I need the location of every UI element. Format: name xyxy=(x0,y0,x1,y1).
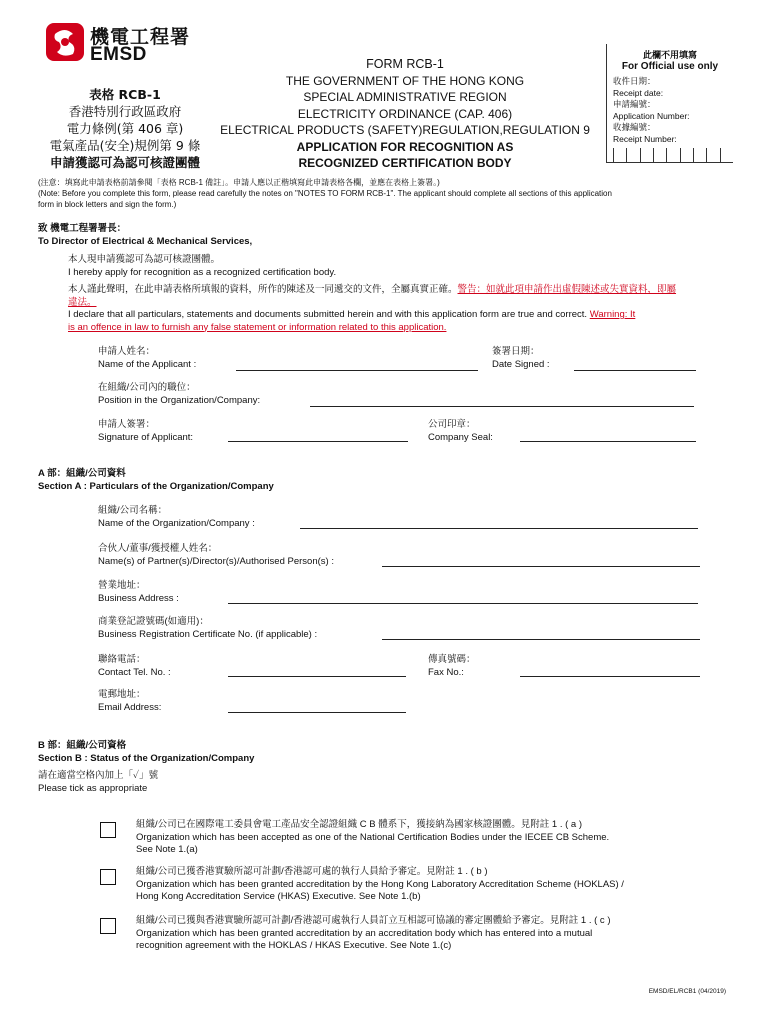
form-footer-code: EMSD/EL/RCB1 (04/2019) xyxy=(648,988,726,995)
date-signed-cn: 簽署日期： xyxy=(492,346,540,357)
receipt-no-cn: 收據編號： xyxy=(613,122,656,132)
option-a-en-1: Organization which has been accepted as one of the National Certification Bodies under the IECEE CB Scheme. xyxy=(136,831,610,843)
option-c-en-1: Organization which has been granted accreditation by an accreditation body which has entered into a mutual xyxy=(136,927,593,939)
tel-en: Contact Tel. No. : xyxy=(98,666,171,678)
to-director xyxy=(38,223,252,248)
option-c-checkbox[interactable] xyxy=(100,918,116,934)
partner-name-en: Name(s) of Partner(s)/Director(s)/Authorised Person(s) : xyxy=(98,555,334,567)
signature-en: Signature of Applicant: xyxy=(98,431,194,443)
signature-cn: 申請人簽署： xyxy=(98,419,156,430)
note-en-1: (Note: Before you complete this form, please read carefully the notes on "NOTES TO FORM RCB-1". The applicant should complete all sections of this application xyxy=(38,189,612,198)
option-c-en-2: recognition agreement with the HOKLAS / HKAS Executive. See Note 1.(c) xyxy=(136,940,452,951)
form-no-en: FORM RCB-1 xyxy=(366,57,444,71)
option-b-text xyxy=(136,866,736,904)
receipt-date-en: Receipt date: xyxy=(613,87,664,98)
org-name-cn: 組織/公司名稱： xyxy=(98,505,168,516)
business-address-label xyxy=(98,580,179,605)
section-b-heading xyxy=(38,740,254,765)
business-address-cn: 營業地址： xyxy=(98,580,146,591)
logo-text-cn: 機電工程署 xyxy=(90,26,191,48)
declaration xyxy=(68,284,738,334)
section-a-heading xyxy=(38,468,274,493)
brc-label xyxy=(98,616,317,641)
company-seal-label xyxy=(428,419,493,444)
tel-field[interactable] xyxy=(228,676,406,677)
emsd-logo-icon xyxy=(45,22,85,62)
email-en: Email Address: xyxy=(98,701,162,713)
signature-field[interactable] xyxy=(228,441,408,442)
apply-statement xyxy=(68,254,336,279)
header-cn xyxy=(40,86,210,171)
regulation-en: ELECTRICAL PRODUCTS (SAFETY)REGULATION,REGULATION 9 xyxy=(220,123,590,137)
option-a-en-2: See Note 1.(a) xyxy=(136,844,198,855)
warning-cn-1: 警告：如就此項申請作出虛假陳述或失實資料，即屬 xyxy=(457,284,677,295)
brc-en: Business Registration Certificate No. (if applicable) : xyxy=(98,628,318,640)
official-cn: 此欄不用填寫 xyxy=(642,51,697,61)
tick-instruction-en: Please tick as appropriate xyxy=(38,782,148,794)
company-seal-cn: 公司印章： xyxy=(428,419,476,430)
section-a-en: Section A : Particulars of the Organization/Company xyxy=(38,480,274,492)
app-no-en: Application Number: xyxy=(613,110,690,121)
date-signed-label xyxy=(492,346,550,371)
ordinance-en: ELECTRICITY ORDINANCE (CAP. 406) xyxy=(297,106,513,121)
tick-instruction xyxy=(38,770,158,795)
option-b-en-1: Organization which has been granted accreditation by the Hong Kong Laboratory Accreditation Scheme (HOKLAS) / xyxy=(136,878,624,890)
option-b-en-2: Hong Kong Accreditation Service (HKAS) Executive. See Note 1.(b) xyxy=(136,891,421,902)
partner-name-field[interactable] xyxy=(382,566,700,567)
header-en xyxy=(205,56,605,172)
position-en: Position in the Organization/Company: xyxy=(98,394,261,406)
org-name-field[interactable] xyxy=(300,528,698,529)
fax-en: Fax No.: xyxy=(428,666,464,678)
company-seal-field[interactable] xyxy=(520,441,696,442)
position-cn: 在組織/公司內的職位： xyxy=(98,382,196,393)
partner-name-label xyxy=(98,543,334,568)
note-en-2: form in block letters and sign the form.) xyxy=(38,200,177,209)
fax-field[interactable] xyxy=(520,676,700,677)
section-b-en: Section B : Status of the Organization/Company xyxy=(38,752,255,764)
gov-en-2: SPECIAL ADMINISTRATIVE REGION xyxy=(303,90,507,104)
warning-en-2: is an offence in law to furnish any false statement or information related to this application. xyxy=(68,321,447,333)
app-no-cn: 申請編號： xyxy=(613,99,656,109)
official-en: For Official use only xyxy=(621,61,719,72)
title-cn: 申請獲認可為認可核證團體 xyxy=(49,155,200,170)
email-cn: 電郵地址： xyxy=(98,689,146,700)
applicant-name-label xyxy=(98,346,196,371)
applicant-name-field[interactable] xyxy=(236,370,478,371)
section-b-cn: B 部：組織/公司資格 xyxy=(38,740,127,751)
option-a-checkbox[interactable] xyxy=(100,822,116,838)
option-a-text xyxy=(136,819,736,857)
applicant-name-en: Name of the Applicant : xyxy=(98,358,197,370)
date-signed-field[interactable] xyxy=(574,370,696,371)
fax-label xyxy=(428,654,476,679)
option-a-cn: 組織/公司已在國際電工委員會電工產品安全認證組織 C B 體系下，獲接納為國家核證團體。見附註 1 . ( a ) xyxy=(136,819,582,830)
warning-en-1: Warning: It xyxy=(589,309,636,320)
position-field[interactable] xyxy=(310,406,694,407)
note xyxy=(38,177,738,210)
partner-name-cn: 合伙人/董事/獲授權人姓名： xyxy=(98,543,218,554)
brc-cn: 商業登記證號碼(如適用)： xyxy=(98,616,209,627)
receipt-no-en: Receipt Number: xyxy=(613,133,677,144)
receipt-number-boxes xyxy=(613,148,733,162)
title-en-1: APPLICATION FOR RECOGNITION AS xyxy=(296,139,514,154)
option-b-checkbox[interactable] xyxy=(100,869,116,885)
fax-cn: 傳真號碼： xyxy=(428,654,476,665)
org-name-label xyxy=(98,505,255,530)
signature-label xyxy=(98,419,193,444)
to-director-en: To Director of Electrical & Mechanical Services, xyxy=(38,235,253,247)
company-seal-en: Company Seal: xyxy=(428,431,493,443)
form-no-cn: 表格 RCB-1 xyxy=(89,87,161,102)
note-cn: (注意：填寫此申請表格前請參閱「表格 RCB-1 備註」。申請人應以正楷填寫此申請表格各欄，並應在表格上簽署。) xyxy=(38,178,440,187)
apply-en: I hereby apply for recognition as a recognized certification body. xyxy=(68,266,337,278)
warning-cn-2: 違法。 xyxy=(68,296,97,308)
date-signed-en: Date Signed : xyxy=(492,358,550,370)
declare-en: I declare that all particulars, statements and documents submitted herein and with this application form are true and correct. xyxy=(68,309,588,320)
option-c-cn: 組織/公司已獲與香港實驗所認可計劃/香港認可處執行人員訂立互相認可協議的審定團體給予審定。見附註 1 . ( c ) xyxy=(136,915,611,926)
ordinance-cn: 電力條例(第 406 章) xyxy=(66,121,184,136)
apply-cn: 本人現申請獲認可為認可核證團體。 xyxy=(68,254,221,265)
regulation-cn: 電氣產品(安全)規例第 9 條 xyxy=(49,138,201,153)
gov-cn: 香港特別行政區政府 xyxy=(68,104,182,119)
position-label xyxy=(98,382,260,407)
tel-label xyxy=(98,654,171,679)
receipt-date-cn: 收件日期： xyxy=(613,76,656,86)
org-name-en: Name of the Organization/Company : xyxy=(98,517,255,529)
logo-text-en: EMSD xyxy=(90,44,147,65)
applicant-name-cn: 申請人姓名： xyxy=(98,346,156,357)
email-field[interactable] xyxy=(228,712,406,713)
title-en-2: RECOGNIZED CERTIFICATION BODY xyxy=(298,156,512,170)
declare-cn: 本人謹此聲明，在此申請表格所填報的資料，所作的陳述及一同遞交的文件，全屬真實正確。 xyxy=(68,284,458,295)
option-c-text xyxy=(136,915,736,953)
email-label xyxy=(98,689,161,714)
to-director-cn: 致 機電工程署署長： xyxy=(38,223,127,234)
gov-en-1: THE GOVERNMENT OF THE HONG KONG xyxy=(285,73,525,88)
option-b-cn: 組織/公司已獲香港實驗所認可計劃/香港認可處的執行人員給予審定。見附註 1 . ( b ) xyxy=(136,866,488,877)
section-a-cn: A 部：組織/公司資料 xyxy=(38,468,126,479)
business-address-en: Business Address : xyxy=(98,592,179,604)
tick-instruction-cn: 請在適當空格內加上「✓」號 xyxy=(38,770,159,781)
brc-field[interactable] xyxy=(382,639,700,640)
business-address-field[interactable] xyxy=(228,603,698,604)
tel-cn: 聯絡電話： xyxy=(98,654,146,665)
official-use-box xyxy=(606,44,733,163)
